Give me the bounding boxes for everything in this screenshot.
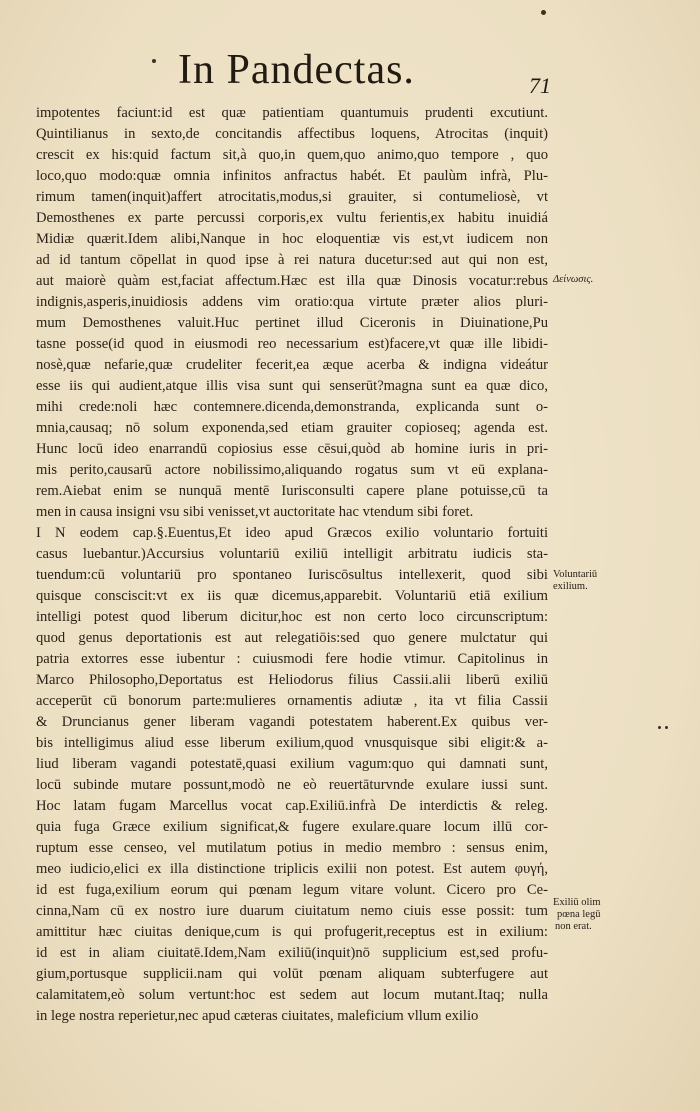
text-line: intelligi potest quod liberum dicitur,hoc est non certo loco circunscriptum:: [36, 609, 548, 625]
text-line: men in causa insigni vsu sibi venisset,vt auctoritate hac vtendum sibi foret.: [36, 504, 474, 520]
text-line: mum Demosthenes valuit.Huc pertinet illud Ciceronis in Diuinatione,Pu: [36, 315, 548, 331]
margin-note-line: exilium.: [553, 581, 588, 592]
running-head-title: In Pandectas.: [178, 47, 415, 93]
text-line: amittitur hæc ciuitas denique,cum is qui profugerit,receptus est in exilium:: [36, 924, 548, 940]
text-line: rimum tamen(inquit)affert atrocitatis,modus,si grauiter, si contumeliosè, vt: [36, 189, 548, 205]
text-line: & Druncianus gener liberam vagandi potestatem haberent.Ex quibus ver-: [36, 714, 548, 730]
text-line: tasne posse(id quod in eiusmodi reo necessarium est)facere,vt quæ ille libidi-: [36, 336, 548, 352]
text-line: patria extorres esse iubentur : cuiusmodi fere hodie vtimur. Capitolinus in: [36, 651, 548, 667]
text-line: locū subinde mutare possunt,modò ne eò reuertāturvnde exulare iussi sunt.: [36, 777, 548, 793]
text-line: Marco Philosopho,Deportatus est Heliodorus filius Cassii.alii liberū exiliū: [36, 672, 548, 688]
ink-dot: [665, 726, 668, 729]
text-line: mis perito,causarū actore nobilissimo,aliquando rogatus sum vt eū explana-: [36, 462, 548, 478]
ink-dot: [541, 10, 546, 15]
page-number: 71: [529, 73, 551, 98]
text-line: Hoc latam fugam Marcellus vocat cap.Exiliū.infrà De interdictis & releg.: [36, 798, 548, 814]
text-line: indignis,asperis,inuidiosis addens vim oratio:qua virtute præter alios pluri-: [36, 294, 548, 310]
text-line: aut maiorè quàm est,faciat affectum.Hæc est illa quæ Dinosis vocatur:rebus: [36, 273, 548, 289]
text-line: Hunc locū ideo enarrandū copiosius esse cēsui,quòd ab homine iuris in pri-: [36, 441, 548, 457]
text-line: quod genus deportationis est aut relegatiōis:sed quo genere mulctatur qui: [36, 630, 548, 646]
text-line: esse iis qui audient,atque illis visa sunt qui senserūt?magna sunt ea quæ dico,: [36, 378, 548, 394]
text-line: impotentes faciunt:id est quæ patientiam quantumuis prudenti excutiunt.: [36, 105, 548, 121]
text-line: acceperūt cū bonorum parte:mulieres ornamentis adiutæ , ita vt filia Cassii: [36, 693, 548, 709]
margin-note-line: pœna legū: [557, 909, 601, 920]
margin-note-line: Exiliū olim: [553, 897, 601, 908]
margin-note-line: Voluntariū: [553, 569, 598, 580]
text-line: ad id tantum cōpellat in quod ipse à rei natura ducetur:sed aut qui non est,: [36, 252, 548, 268]
text-line: gium,portusque supplicii.nam qui volūt pœnam aliquam subterfugere aut: [36, 966, 548, 982]
text-line: in lege nostra reperietur,nec apud cæteras ciuitates, maleficium vllum exilio: [36, 1008, 479, 1024]
text-line: Demosthenes ex parte percussi corporis,ex vultu ferientis,ex habitu inuidiá: [36, 210, 548, 226]
text-line: id est in aliam ciuitatē.Idem,Nam exiliū(inquit)nō supplicium est,sed profu-: [36, 945, 548, 961]
margin-note-voluntarium: [553, 569, 597, 593]
main-text-column: [36, 103, 548, 1027]
text-line: liud liberam vagandi potestatē,quasi exilium vagum:quo qui damnati sunt,: [36, 756, 548, 772]
margin-note-dinosis: [553, 274, 593, 286]
text-line: I N eodem cap.§.Euentus,Et ideo apud Græcos exilio voluntario fortuiti: [36, 525, 548, 541]
text-line: cinna,Nam cū ex nostro iure duarum ciuitatum nemo ciuis esse possit: tum: [36, 903, 548, 919]
text-line: quia fuga Græce exilium significat,& fugere exulare.quare locum illū cor-: [36, 819, 548, 835]
text-line: mihi crede:noli hæc contemnere.dicenda,demonstranda, explicanda sunt o-: [36, 399, 548, 415]
text-line: ruptum esse censeo, vel mutilatum potius in medio membro : sensus enim,: [36, 840, 548, 856]
margin-note-exilium: [553, 897, 601, 933]
text-line: quisque consciscit:vt ex iis quæ dicemus,apparebit. Voluntariū etiā exilium: [36, 588, 548, 604]
ink-dot: [152, 59, 156, 63]
text-line: loco,quo modo:quæ omnia infinitos anfractus habét. Et paulùm infrà, Plu-: [36, 168, 548, 184]
text-line: casus luebantur.)Accursius voluntariū exiliū intelligit arbitratu iudicis sta-: [36, 546, 548, 562]
text-line: id est fuga,exilium eorum qui pœnam legum vitare volunt. Cicero pro Ce-: [36, 882, 548, 898]
text-line: crescit ex his:quid factum sit,à quo,in quem,quo animo,quo tempore , quo: [36, 147, 548, 163]
text-line: nosè,quæ nefarie,quæ crudeliter fecerit,ea æque acerba & indigna videátur: [36, 357, 548, 373]
text-line: bis intelligimus aliud esse liberum exilium,quod vnusquisque sibi eligit:& a-: [36, 735, 548, 751]
margin-note-line: Δείνωσις.: [553, 274, 594, 285]
text-line: calamitatem,eò solum vertunt:hoc est sedem aut locum mutant.Itaq; nulla: [36, 987, 548, 1003]
text-line: meo iudicio,elici ex illa distinctione triplicis exilii non potest. Est autem φυγή,: [36, 861, 548, 877]
text-line: mnia,causaq; nō solum exponenda,sed etiam grauiter copioseq; agenda est.: [36, 420, 548, 436]
text-line: Quintilianus in sexto,de concitandis affectibus loquens, Atrocitas (inquit): [36, 126, 548, 142]
ink-dot: [658, 726, 661, 729]
margin-note-line: non erat.: [555, 921, 592, 932]
text-line: tuendum:cū voluntariū pro spontaneo Iuriscōsultus intellexerit, quod sibi: [36, 567, 548, 583]
text-line: rem.Aiebat enim se nunquā mentē Iurisconsulti capere plane potuisse,cū ta: [36, 483, 548, 499]
text-line: Midiæ quærit.Idem alibi,Nanque in hoc eloquentiæ vis est,vt iudicem non: [36, 231, 548, 247]
